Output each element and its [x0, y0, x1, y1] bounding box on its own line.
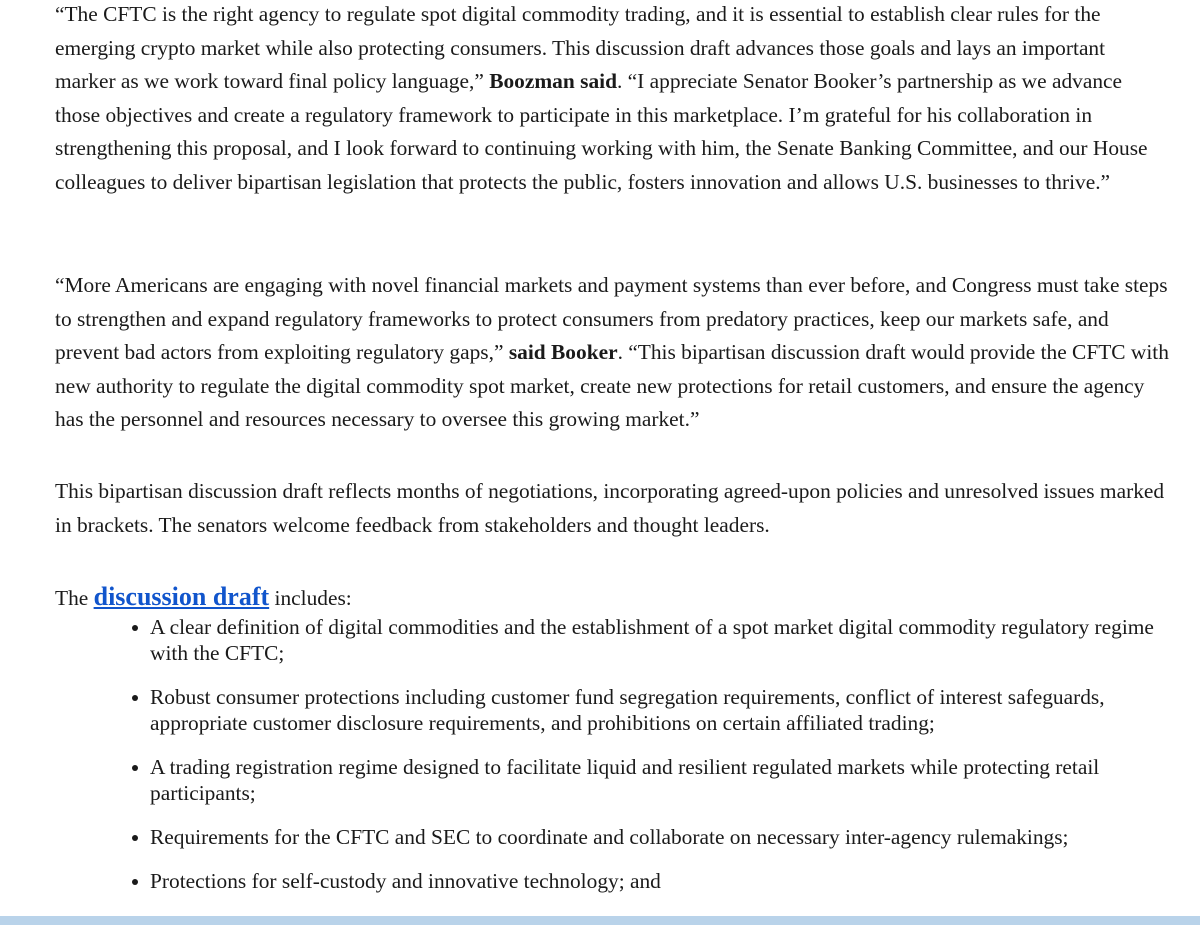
bullet-icon: [132, 695, 138, 701]
boozman-quote-paragraph: [55, 0, 1170, 200]
bullet-icon: [132, 625, 138, 631]
list-item-text: A trading registration regime designed to facilitate liquid and resilient regulated markets while protecting retail participants;: [150, 755, 1100, 805]
boozman-attribution: Boozman said: [489, 69, 617, 94]
list-item: [55, 754, 1165, 806]
draft-provisions-list: [55, 614, 1165, 912]
bullet-icon: [132, 835, 138, 841]
bullet-icon: [132, 765, 138, 771]
discussion-draft-link[interactable]: discussion draft: [93, 582, 270, 611]
list-item: [55, 824, 1165, 850]
list-item-text: Robust consumer protections including customer fund segregation requirements, conflict of interest safeguards, appropriate customer disclosure requirements, and prohibitions on certain affiliated trading;: [150, 685, 1105, 735]
list-item: [55, 684, 1165, 736]
boozman-quote-end: . “I appreciate Senator Booker’s partnership as we advance those objectives and create a regulatory framework to participate in this marketplace. I’m grateful for his collaboration in strengthening this proposal, and I look forward to continuing working with him, the Senate Banking Committee, and our House colleagues to deliver bipartisan legislation that protects the public, fosters innovation and allows U.S. businesses to thrive.”: [55, 69, 1148, 194]
list-item-text: Protections for self-custody and innovative technology; and: [150, 869, 661, 893]
booker-attribution: said Booker: [508, 340, 618, 365]
draft-summary-paragraph: This bipartisan discussion draft reflects months of negotiations, incorporating agreed-upon policies and unresolved issues marked in brackets. The senators welcome feedback from stakeholders and thought leaders.: [55, 479, 1165, 537]
booker-quote-end: . “This bipartisan discussion draft would provide the CFTC with new authority to regulate the digital commodity spot market, create new protections for retail customers, and ensure the agency has the personnel and resources necessary to oversee this growing market.”: [55, 340, 1169, 432]
booker-quote-paragraph: [55, 269, 1170, 437]
intro-suffix: includes:: [269, 586, 352, 610]
bottom-edge-bar: [0, 916, 1200, 925]
intro-prefix: The: [55, 586, 94, 610]
list-item-text: A clear definition of digital commodities and the establishment of a spot market digital commodity regulatory regime with the CFTC;: [150, 615, 1154, 665]
list-item: [55, 614, 1165, 666]
booker-quote-start: “More Americans are engaging with novel financial markets and payment systems than ever before, and Congress must take steps to strengthen and expand regulatory frameworks to protect consumers from predatory practices, keep our markets safe, and prevent bad actors from exploiting regulatory gaps,”: [55, 273, 1168, 365]
bullet-icon: [132, 879, 138, 885]
boozman-quote-start: “The CFTC is the right agency to regulate spot digital commodity trading, and it is essential to establish clear rules for the emerging crypto market while also protecting consumers. This discussion draft advances those goals and lays an important marker as we work toward final policy language,”: [55, 2, 1106, 94]
list-item: [55, 868, 1165, 894]
draft-includes-intro: [55, 580, 1170, 616]
list-item-text: Requirements for the CFTC and SEC to coordinate and collaborate on necessary inter-agency rulemakings;: [150, 825, 1069, 849]
